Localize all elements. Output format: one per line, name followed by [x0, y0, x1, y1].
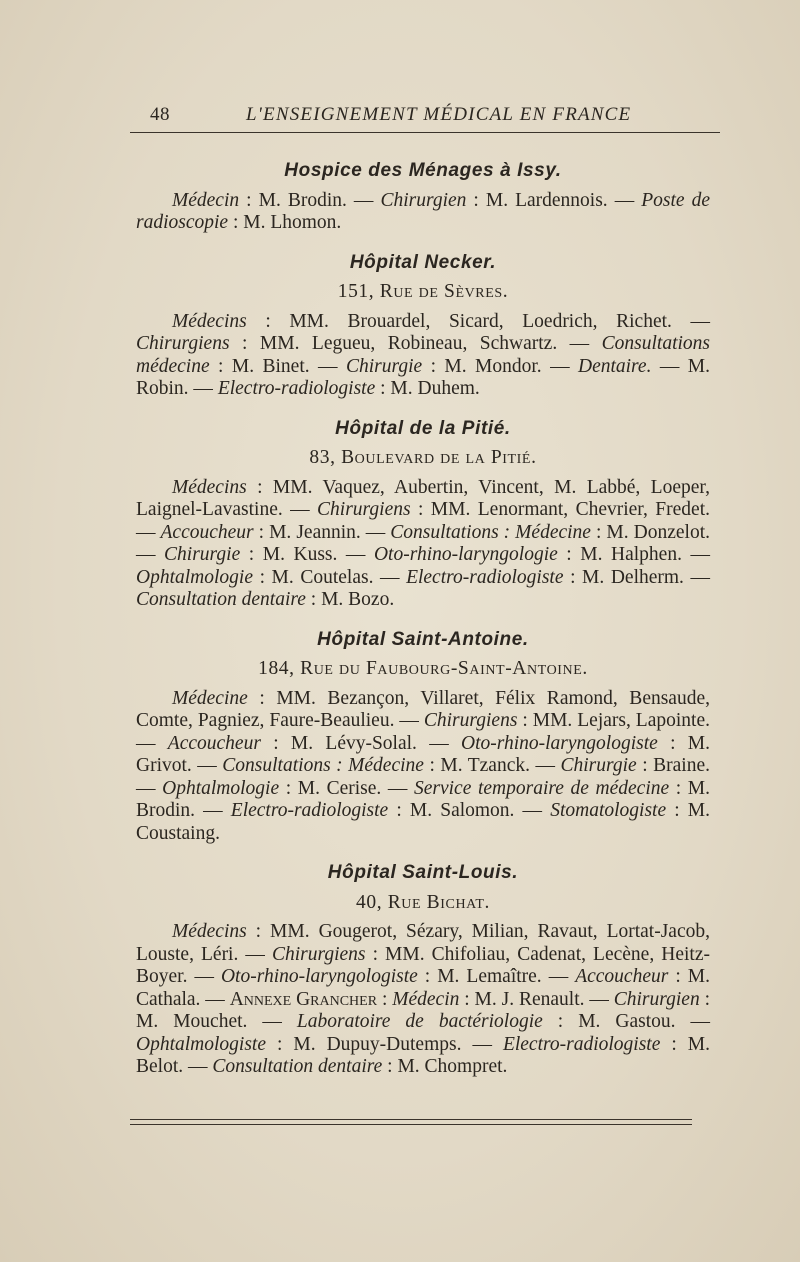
- role-label: Oto-rhino-laryngologiste: [461, 732, 658, 754]
- role-label: Electro-radiologiste: [230, 800, 389, 821]
- staff-text: : MM. Lenormant, Chevrier, Fredet. —: [136, 499, 710, 543]
- staff-text: : M. Cerise. —: [279, 777, 414, 799]
- role-label: Consultations : Médecine: [222, 755, 424, 776]
- staff-text: : MM. Chifoliau, Cadenat, Lecène, Heitz-Boyer. —: [136, 943, 710, 987]
- hospital-address: 151, Rue de Sèvres.: [337, 281, 509, 302]
- role-label: Accoucheur: [575, 966, 669, 987]
- role-label: Electro-radiologiste: [406, 566, 564, 588]
- staff-paragraph: [136, 688, 710, 846]
- staff-text: : M. Duhem.: [375, 378, 480, 399]
- staff-text: : M. Mouchet. —: [136, 988, 710, 1032]
- staff-text: : M. Lévy-Solal. —: [260, 732, 461, 754]
- role-label: Dentaire.: [577, 355, 652, 377]
- role-label: Poste de radioscopie: [136, 189, 710, 233]
- page-number: 48: [150, 104, 170, 125]
- staff-paragraph: [136, 311, 710, 401]
- staff-text: : M. Jeannin. —: [253, 521, 391, 543]
- hospital-section: [136, 160, 710, 235]
- hospital-title: Hôpital Necker.: [349, 251, 497, 273]
- staff-text: — M. Robin. —: [136, 355, 710, 399]
- page-content: [136, 160, 710, 1096]
- hospital-title: Hospice des Ménages à Issy.: [284, 160, 562, 181]
- staff-text: : M. Dupuy-Dutemps. —: [266, 1033, 503, 1055]
- role-label: Chirurgie: [164, 544, 241, 565]
- role-label: Chirurgien: [613, 988, 700, 1010]
- hospital-title: Hôpital Saint-Antoine.: [317, 628, 529, 650]
- staff-paragraph: [136, 190, 710, 235]
- role-label: Médecins: [172, 921, 247, 942]
- staff-text: : M. Cathala. —: [136, 966, 710, 1010]
- role-label: Chirurgiens: [317, 499, 411, 520]
- staff-text: : M. Grivot. —: [136, 732, 711, 776]
- staff-text: : M. Mondor. —: [422, 355, 578, 377]
- hospital-address: 184, Rue du Faubourg-Saint-Antoine.: [258, 658, 588, 679]
- staff-text: : M. Coutelas. —: [253, 566, 407, 588]
- role-label: Laboratoire de bactériologie: [296, 1011, 543, 1032]
- staff-text: : MM. Gougerot, Sézary, Milian, Ravaut, Lortat-Jacob, Louste, Léri. —: [136, 921, 710, 965]
- role-label: Chirurgie: [345, 355, 423, 377]
- footer-rule-bottom: [130, 1124, 692, 1125]
- role-label: Ophtalmologiste: [136, 1033, 266, 1055]
- staff-text: : M. Lhomon.: [228, 212, 342, 233]
- hospital-address: 83, Boulevard de la Pitié.: [309, 447, 537, 468]
- staff-text: : M. Lardennois. —: [466, 189, 642, 211]
- hospital-section: [136, 252, 710, 401]
- staff-text: : M. Brodin. —: [136, 777, 711, 821]
- header-rule: [130, 132, 720, 133]
- staff-paragraph: [136, 477, 710, 612]
- running-title: L'ENSEIGNEMENT MÉDICAL EN FRANCE: [246, 104, 632, 125]
- annex-label: Annexe Grancher: [229, 988, 378, 1010]
- hospital-section: [136, 862, 710, 1079]
- role-label: Ophtalmologie: [136, 566, 253, 588]
- staff-text: : M. Bozo.: [305, 589, 395, 610]
- staff-text: : M. Lemaître. —: [417, 966, 576, 987]
- staff-paragraph: [136, 921, 710, 1079]
- staff-text: : MM. Bezançon, Villaret, Félix Ramond, Bensaude, Comte, Pagniez, Faure-Beaulieu. —: [136, 687, 710, 731]
- staff-text: : M. Halphen. —: [557, 544, 710, 565]
- staff-text: : M. Coustaing.: [136, 800, 710, 844]
- role-label: Stomatologiste: [550, 800, 667, 821]
- role-label: Consultations : Médecine: [390, 521, 591, 543]
- staff-text: : M. Donzelot. —: [136, 521, 710, 565]
- staff-text: : M. Salomon. —: [388, 800, 551, 821]
- staff-text: : M. Chompret.: [382, 1056, 508, 1077]
- staff-text: : Braine. —: [136, 755, 710, 799]
- hospital-section: [136, 629, 710, 846]
- staff-text: : M. Delherm. —: [563, 566, 710, 588]
- role-label: Médecin: [172, 189, 240, 211]
- hospital-address: 40, Rue Bichat.: [356, 891, 490, 913]
- running-header: [150, 104, 720, 130]
- role-label: Médecin: [392, 988, 460, 1010]
- role-label: Service temporaire de médecine: [413, 777, 670, 799]
- role-label: Accoucheur: [160, 521, 254, 543]
- role-label: Médecins: [172, 476, 247, 498]
- hospital-title: Hôpital de la Pitié.: [335, 417, 511, 439]
- role-label: Médecine: [172, 687, 248, 709]
- staff-text: : M. Brodin. —: [239, 189, 381, 211]
- role-label: Chirurgiens: [136, 333, 230, 354]
- hospital-section: [136, 418, 710, 612]
- role-label: Consultation dentaire: [212, 1056, 383, 1077]
- role-label: Chirurgien: [380, 189, 467, 211]
- staff-text: : M. Belot. —: [136, 1033, 710, 1077]
- staff-text: : M. Kuss. —: [240, 544, 374, 565]
- role-label: Oto-rhino-laryngologiste: [220, 966, 418, 987]
- staff-text: : M. Tzanck. —: [423, 755, 561, 776]
- role-label: Electro-radiologiste: [502, 1033, 661, 1055]
- staff-text: : MM. Lejars, Lapointe. —: [136, 710, 710, 754]
- role-label: Consultations médecine: [136, 333, 710, 377]
- staff-text: : MM. Legueu, Robineau, Schwartz. —: [229, 333, 602, 354]
- role-label: Chirurgiens: [423, 710, 518, 731]
- role-label: Electro-radiologiste: [217, 378, 376, 399]
- staff-text: : M. Binet. —: [209, 355, 346, 377]
- role-label: Chirurgiens: [271, 943, 366, 965]
- role-label: Ophtalmologie: [162, 777, 280, 799]
- staff-text: : M. Gastou. —: [542, 1011, 711, 1032]
- staff-text: : M. J. Renault. —: [459, 988, 614, 1010]
- role-label: Médecins: [172, 310, 247, 332]
- staff-text: : MM. Brouardel, Sicard, Loedrich, Richet. —: [246, 310, 710, 332]
- role-label: Oto-rhino-laryngologie: [373, 544, 558, 565]
- role-label: Chirurgie: [560, 755, 637, 776]
- role-label: Accoucheur: [167, 732, 261, 754]
- staff-text: : MM. Vaquez, Aubertin, Vincent, M. Labbé, Loeper, Laignel-Lavastine. —: [136, 476, 710, 520]
- hospital-title: Hôpital Saint-Louis.: [327, 862, 519, 883]
- footer-rule-top: [130, 1119, 692, 1120]
- staff-text: :: [377, 988, 393, 1010]
- role-label: Consultation dentaire: [136, 589, 306, 610]
